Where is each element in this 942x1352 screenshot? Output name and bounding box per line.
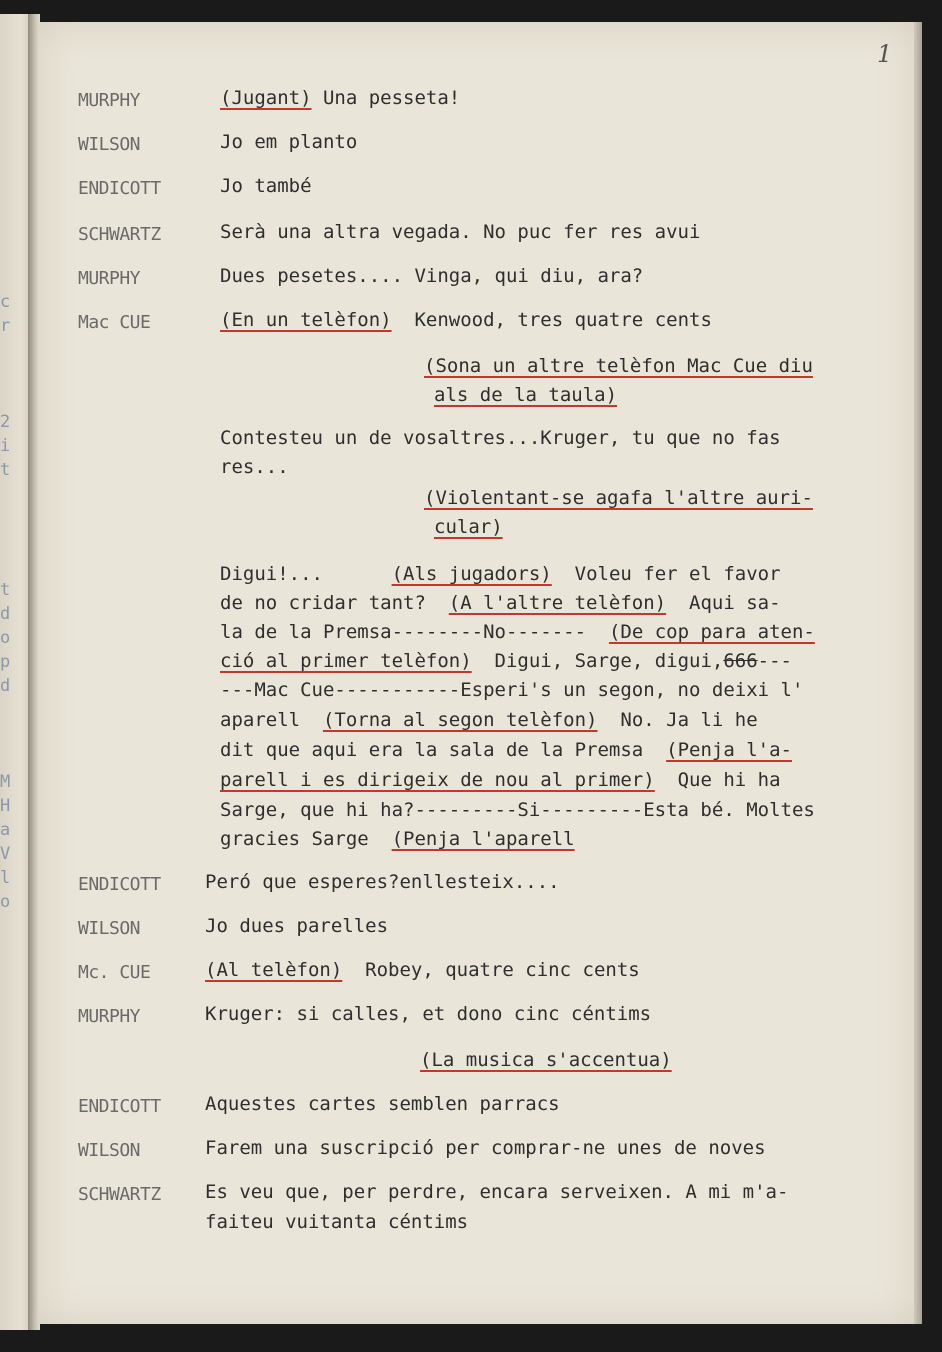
dialogue-text: ---Mac Cue-----------Esperi's un segon, no deixi l' [220,679,804,701]
bleed-through-letter: d [0,604,11,624]
dialogue-text: Kenwood, tres quatre cents [391,309,712,331]
dialogue-line [220,618,815,647]
bleed-through-letter [0,698,18,722]
dialogue-line [220,128,357,157]
bleed-through-letter: o [0,892,11,912]
speaker-name: SCHWARTZ [78,1184,161,1205]
bleed-through-letter: i [0,436,11,456]
dialogue-line [220,676,803,705]
dialogue-text: Dues pesetes.... Vinga, qui diu, ara? [220,265,644,287]
bleed-through-letter: t [0,580,11,600]
dialogue-text: Jo em planto [220,131,358,153]
bleed-through-letter: d [0,676,11,696]
dialogue-line [220,84,460,113]
dialogue-line [220,736,792,765]
dialogue-text: Farem una suscripció per comprar-ne unes de noves [205,1137,766,1159]
dialogue-text: No. Ja li he [597,709,758,731]
dialogue-line [205,912,388,941]
dialogue-text: gracies Sarge [220,828,392,850]
dialogue-line [220,647,792,676]
bleed-through-letter [0,506,18,530]
bleed-through-letter [0,554,18,578]
bleed-through-letter: r [0,316,11,336]
bleed-through-letter: c [0,292,11,312]
speaker-name: SCHWARTZ [78,224,161,245]
dialogue-line [205,1000,651,1029]
bleed-through-letter: t [0,460,11,480]
dialogue-text: Sarge, que hi ha?---------Si---------Esta bé. Moltes [220,799,815,821]
dialogue-text: Kruger: si calles, et dono cinc céntims [205,1003,652,1025]
speaker-name: MURPHY [78,1006,141,1027]
stage-direction: (Jugant) [220,87,312,109]
stage-direction: parell i es dirigeix de nou al primer) [220,769,655,791]
dialogue-line [424,352,813,381]
bleed-through-letter: o [0,628,11,648]
dialogue-text: Aquestes cartes semblen parracs [205,1093,560,1115]
dialogue-text: Digui, Sarge, digui, [471,650,724,672]
dialogue-text: dit que aqui era la sala de la Premsa [220,739,667,761]
dialogue-text: --- [757,650,792,672]
dialogue-line [220,306,712,335]
dialogue-text: de no cridar tant? [220,592,449,614]
stage-direction: (De cop para aten- [608,621,815,643]
bleed-through-letter [0,482,18,506]
dialogue-text: aparell [220,709,323,731]
speaker-name: MURPHY [78,268,141,289]
page-number: 1 [877,40,893,68]
dialogue-text: Digui!... [220,563,392,585]
stage-direction: (En un telèfon) [220,309,392,331]
dialogue-text: faiteu vuitanta céntims [205,1211,469,1233]
stage-direction: (Als jugadors) [391,563,552,585]
dialogue-line [205,868,560,897]
stage-direction: (Penja l'aparell [391,828,575,850]
speaker-name: WILSON [78,1140,141,1161]
stage-direction: ció al primer telèfon) [220,650,472,672]
stage-direction: (Penja l'a- [666,739,792,761]
bleed-through-letters [0,290,18,914]
stage-direction: cular) [434,516,503,538]
speaker-name: WILSON [78,134,141,155]
dialogue-line [220,424,781,453]
bleed-through-letter: a [0,820,11,840]
dialogue-line [220,706,758,735]
dialogue-text: Que hi ha [654,769,781,791]
dialogue-line [205,956,640,985]
dialogue-line [220,218,700,247]
dialogue-line [205,1134,766,1163]
dialogue-text: Jo també [220,175,312,197]
bleed-through-letter [0,746,18,770]
bleed-through-letter: l [0,868,11,888]
dialogue-line [205,1208,468,1237]
bleed-through-letter: V [0,844,11,864]
bleed-through-letter [0,386,18,410]
dialogue-line [220,796,815,825]
bleed-through-letter [0,338,18,362]
stage-direction: (La musica s'accentua) [420,1049,672,1071]
bleed-through-letter: p [0,652,11,672]
bleed-through-letter: H [0,796,11,816]
stage-direction: (Al telèfon) [205,959,343,981]
speaker-name: ENDICOTT [78,1096,161,1117]
dialogue-line [220,766,781,795]
speaker-name: MURPHY [78,90,141,111]
stage-direction: (Torna al segon telèfon) [322,709,598,731]
dialogue-text: Contesteu un de vosaltres...Kruger, tu que no fas [220,427,781,449]
dialogue-line [220,453,289,482]
dialogue-text: Jo dues parelles [205,915,389,937]
stage-direction: (A l'altre telèfon) [448,592,667,614]
dialogue-line [434,381,617,410]
dialogue-text: Una pesseta! [311,87,461,109]
speaker-name: ENDICOTT [78,874,161,895]
stage-direction: (Violentant-se agafa l'altre auri- [424,487,813,509]
dialogue-line [220,825,575,854]
dialogue-text: Aqui sa- [666,592,781,614]
dialogue-text: Robey, quatre cinc cents [342,959,640,981]
bleed-through-letter [0,362,18,386]
bleed-through-letter: 2 [0,412,11,432]
dialogue-line [220,262,643,291]
dialogue-line [420,1046,672,1075]
bleed-through-letter [0,530,18,554]
dialogue-text: 666 [723,650,758,672]
speaker-name: Mc. CUE [78,962,151,983]
speaker-name: Mac CUE [78,312,151,333]
dialogue-text: la de la Premsa--------No------- [220,621,609,643]
dialogue-line [424,484,813,513]
stage-direction: als de la taula) [434,384,618,406]
dialogue-text: Voleu fer el favor [551,563,781,585]
dialogue-text: Peró que esperes?enllesteix.... [205,871,560,893]
page-edge [914,22,922,1324]
bleed-through-letter [0,722,18,746]
dialogue-text: res... [220,456,289,478]
bleed-through-letter: M [0,772,11,792]
dialogue-line [220,589,781,618]
dialogue-text: Es veu que, per perdre, encara serveixen. A mi m'a- [205,1181,789,1203]
stage-direction: (Sona un altre telèfon Mac Cue diu [424,355,813,377]
speaker-name: WILSON [78,918,141,939]
dialogue-line [220,172,312,201]
dialogue-line [220,560,781,589]
dialogue-line [434,513,503,542]
dialogue-text: Serà una altra vegada. No puc fer res avui [220,221,701,243]
dialogue-line [205,1090,560,1119]
speaker-name: ENDICOTT [78,178,161,199]
dialogue-line [205,1178,788,1207]
